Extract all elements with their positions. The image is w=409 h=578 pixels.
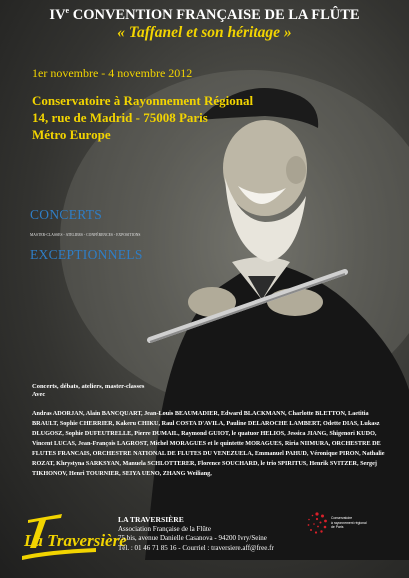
logo-wordmark: La Traversière [24,531,127,550]
convention-title: IVe CONVENTION FRANÇAISE DE LA FLÛTE [49,6,360,23]
artists-list: Andras ADORJAN, Alain BANCQUART, Jean-Louis BEAUMADIER, Edward BLACKMANN, Charlotte BLETTON, Laetitia BRAULT, Sophie CHERRIER, Kakeru CHIKU, Raul COSTA D'AVILA, Pauline DELAROCHE LAMBERT, Odette DIAS, Lukasz DLUGOSZ, Sophie DUFEUTRELLE, Pierre DUMAIL, Raymond GUIOT, le quatuor HELIOS, Jessica JIANG, Shigenori KUDO, Vincent LUCAS, Jean-François LAGROST, Michel MORAGUES et le quintette MORAGUES, Riria NIIMURA, ORCHESTRE DE FLUTES FRANCAIS, ORCHESTRE NATIONAL DE FLUTES DU VENEZUELA, Emmanuel PAHUD, Véronique PIRON, Nathalie ROZAT, Khrystyna SARKSYAN, Manuela SCHLOTTERER, Florence SOUCHARD, le trio SPIRITUS, Henrik SVITZER, Sergej TIKHONOV, Henri TOURNIER, SEIYA UENO, ZHANG Weiliang, [32,410,385,477]
venue-address: 14, rue de Madrid - 75008 Paris [32,110,208,125]
la-traversiere-logo [18,508,127,566]
intro-with: Avec [32,391,46,398]
association-address: 75 bis, avenue Danielle Casanova - 94200 Ivry/Seine [118,534,267,543]
venue-name: Conservatoire à Rayonnement Régional [32,93,254,108]
association-contact: Tél. : 01 46 71 85 16 - Courriel : traversiere.aff@free.fr [118,543,274,552]
association-subtitle: Association Française de la Flûte [118,524,211,533]
convention-subtitle: « Taffanel et son héritage » [117,24,292,41]
event-dates: 1er novembre - 4 novembre 2012 [32,66,193,80]
venue-metro: Métro Europe [32,127,111,142]
program-intro [32,383,144,399]
intro-activities: Concerts, débats, ateliers, master-classes [32,383,145,390]
exceptionnels-heading: EXCEPTIONNELS [30,247,143,262]
association-name: LA TRAVERSIÈRE [118,515,184,524]
conservatoire-dotted-logo [305,511,329,535]
conservatoire-label: Conservatoire à rayonnement régional de Paris [331,516,367,530]
association-info [118,515,274,553]
concerts-heading: CONCERTS [30,207,103,222]
venue-block [32,92,253,143]
activities-list: MASTER-CLASSES - ATELIERS - CONFÉRENCES - EXPOSITIONS [30,233,141,237]
